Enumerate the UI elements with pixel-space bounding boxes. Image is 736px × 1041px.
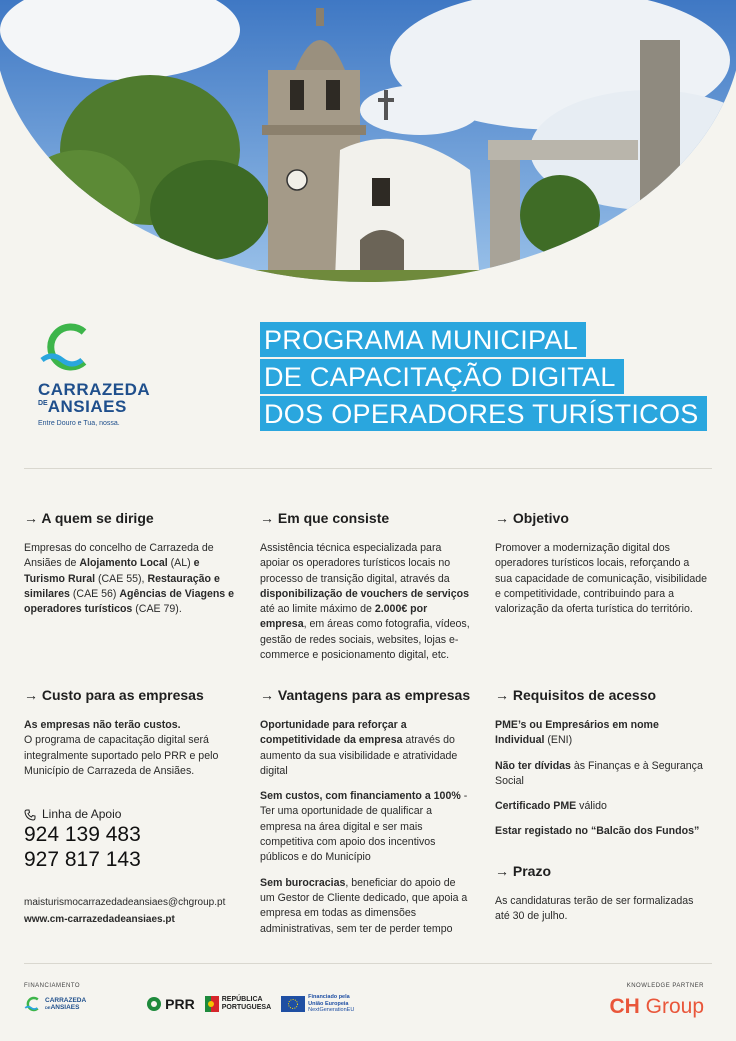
vantagem-2: Sem custos, com financiamento a 100% - Ter uma oportunidade de qualificar a empresa na área digital e ser mais competitiva com apoio dos incentivos públicos e do Município (260, 790, 468, 864)
section-custo (24, 686, 236, 928)
section-quem (24, 509, 236, 627)
section-text: Promover a modernização digital dos operadores turísticos locais, reforçando a sua capacidade de comunicação, visibilidade e competitividade, contribuindo para a valorização da oferta turística do território. (495, 542, 708, 616)
brand-name-line1: CARRAZEDA (38, 380, 151, 399)
support-label-text: Linha de Apoio (42, 807, 122, 822)
section-bold-text: As empresas não terão custos. (24, 719, 181, 731)
section-vantagens (260, 686, 472, 947)
section-heading-prazo: → Prazo (495, 862, 552, 879)
footer-partner-label: KNOWLEDGE PARTNER (626, 983, 704, 989)
support-label (24, 807, 236, 822)
phone-icon (24, 809, 36, 821)
requisito-4: Estar registado no “Balcão dos Fundos” (495, 825, 700, 838)
email-link[interactable]: maisturismocarrazedadeansiaes@chgroup.pt (24, 897, 226, 909)
prr-icon (146, 996, 162, 1012)
footer-brand-line1: CARRAZEDA (45, 996, 87, 1004)
section-objetivo (495, 509, 707, 627)
brand-logo (38, 322, 158, 427)
requisito-3: Certificado PME válido (495, 800, 607, 813)
prr-logo: PRR (146, 996, 195, 1012)
carrazeda-logo-icon (38, 322, 98, 372)
section-heading: → Custo para as empresas (24, 687, 204, 703)
funding-logos (24, 994, 354, 1014)
brand-tagline: Entre Douro e Tua, nossa. (38, 420, 120, 427)
requisito-1: PME’s ou Empresários em nome Individual (ENI) (495, 719, 659, 747)
prazo-text: As candidaturas terão de ser formalizadas até 30 de julho. (495, 894, 694, 923)
title-line-2: DE CAPACITAÇÃO DIGITAL (260, 359, 624, 394)
brand-name-line2: ANSIAES (47, 397, 127, 416)
requisito-2: Não ter dívidas às Finanças e à Segurança Social (495, 759, 703, 787)
section-requisitos (495, 686, 707, 934)
vantagem-3: Sem burocracias, beneficiar do apoio de um Gestor de Cliente dedicado, que apoia a empresa em todas as dimensões administrativas, sem ter de perder tempo (260, 876, 468, 935)
carrazeda-logo-icon (24, 996, 42, 1012)
footer-carrazeda-logo: CARRAZEDA DEANSIAES (24, 996, 86, 1012)
page-title (260, 322, 707, 433)
website-link[interactable]: www.cm-carrazedadeansiaes.pt (24, 914, 175, 926)
section-heading: → Em que consiste (260, 510, 390, 526)
section-text: O programa de capacitação digital será integralmente suportado pelo PRR e pelo Município de Carrazeda de Ansiães. (24, 734, 219, 777)
chgroup-logo: CH Group (609, 995, 704, 1018)
divider-bottom (24, 963, 712, 964)
title-line-3: DOS OPERADORES TURÍSTICOS (260, 396, 707, 431)
eu-flag-icon (281, 996, 305, 1012)
title-line-1: PROGRAMA MUNICIPAL (260, 322, 586, 357)
section-heading: → A quem se dirige (24, 510, 154, 526)
phone-number-2[interactable]: 927 817 143 (24, 848, 141, 872)
section-heading: → Requisitos de acesso (495, 687, 657, 703)
divider-top (24, 468, 712, 469)
republica-logo: REPÚBLICA PORTUGUESA (205, 996, 271, 1012)
portugal-flag-icon (205, 996, 219, 1012)
footer-financiamento-label: FINANCIAMENTO (24, 983, 81, 989)
section-text: Empresas do concelho de Carrazeda de Ansiães de Alojamento Local (AL) e Turismo Rural (CAE 55), Restauração e similares (CAE 56) Agências de Viagens e operadores turísticos (CAE 79). (24, 542, 235, 616)
section-text: Assistência técnica especializada para apoiar os operadores turísticos locais no processo de transição digital, através da disponibilização de vouchers de serviços até ao limite máximo de 2.000€ por empresa, em áreas como fotografia, vídeos, gestão de redes sociais, websites, lojas e-commerce e posicionamento digital, etc. (260, 542, 470, 662)
eu-logo: Financiado pela União Europeia NextGenerationEU (281, 994, 354, 1014)
brand-name-de: DE (38, 400, 48, 407)
phone-number-1[interactable]: 924 139 483 (24, 823, 141, 847)
hero-image (0, 0, 736, 290)
section-heading: → Objetivo (495, 510, 569, 526)
section-consiste (260, 509, 472, 673)
section-heading: → Vantagens para as empresas (260, 687, 471, 703)
vantagem-1: Oportunidade para reforçar a competitividade da empresa através do aumento da sua visibilidade e atratividade digital (260, 719, 458, 777)
